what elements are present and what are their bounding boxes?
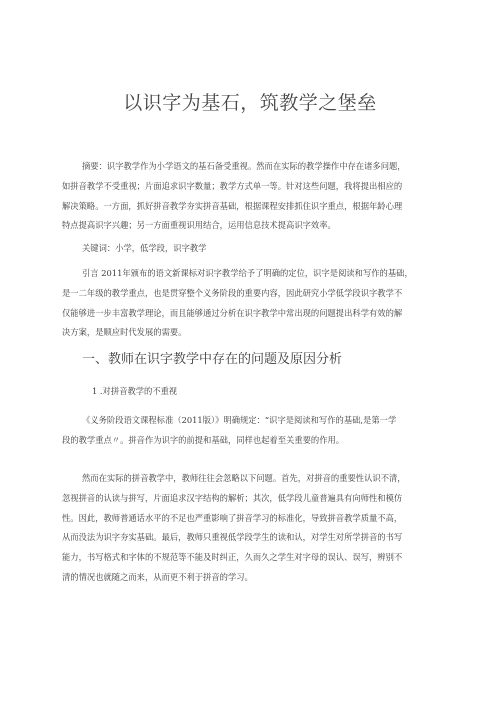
body-paragraph-1 xyxy=(62,411,442,451)
abstract-line: 如拼音教学不受重视；片面追求识字数量；教学方式单一等。针对这些问题，我将提出相应的 xyxy=(62,180,403,191)
intro-paragraph xyxy=(62,264,442,343)
abstract-line: 解决策略。一方面，抓好拼音教学夯实拼音基础，根据课程安排抓住识字重点，根据年龄心理 xyxy=(62,200,403,211)
body-line: 从而没法为识字夯实基础。最后，教师只重视低学段学生的读和认，对学生对所学拼音的书写 xyxy=(62,532,403,543)
abstract-line: 特点提高识字兴趣；另一方面重视识用结合，运用信息技术提高识字效率。 xyxy=(62,220,336,231)
body-line: 忽视拼音的认读与拼写，片面追求汉字结构的解析；其次，低学段儿童普遍具有向师性和模仿 xyxy=(62,492,403,503)
body-line: 清的情况也就随之而来，从而更不利于拼音的学习。 xyxy=(62,571,253,582)
intro-line: 引言 2011年颁布的语文新课标对识字教学给予了明确的定位，识字是阅读和写作的基础， xyxy=(82,268,413,278)
intro-line: 决方案，是顺应时代发展的需要。 xyxy=(62,327,187,338)
body-line: 段的教学重点〃。拼音作为识字的前提和基础，同样也起着至关重要的作用。 xyxy=(62,434,345,445)
body-line: 《义务阶段语文课程标准（2011版）》明确规定：“识字是阅读和写作的基础,是第一学 xyxy=(82,415,397,425)
body-line: 性。因此，教师普通话水平的不足也严重影响了拼音学习的标准化，导致拼音教学质量不高， xyxy=(62,512,403,523)
abstract-line: 摘要：识字教学作为小学语文的基石备受重视。然而在实际的教学操作中存在诸多问题， xyxy=(82,161,406,171)
abstract-paragraph xyxy=(62,157,442,236)
intro-line: 仅能够进一步丰富教学理论，而且能够通过分析在识字教学中常出现的问题提出科学有效的解 xyxy=(62,307,403,318)
body-line: 然而在实际的拼音教学中，教师往往会忽略以下问题。首先，对拼音的重要性认识不清， xyxy=(82,473,406,483)
intro-line: 是一二年级的教学重点，也是贯穿整个义务阶段的重要内容，因此研究小学低学段识字教学不 xyxy=(62,287,403,298)
body-paragraph-2 xyxy=(62,469,442,588)
keywords-line: 关键词：小学，低学段，识字教学 xyxy=(82,243,207,253)
section-heading: 一、教师在识字教学中存在的问题及原因分析 xyxy=(82,352,343,367)
body-line: 能力，书写格式和字体的不规范等不能及时纠正，久而久之学生对字母的误认、误写，辨别不 xyxy=(62,552,403,563)
subsection-heading: 1 .对拼音教学的不重视 xyxy=(92,386,178,396)
document-title: 以识字为基石，筑教学之堡垒 xyxy=(123,92,377,114)
keywords-paragraph xyxy=(62,239,442,259)
